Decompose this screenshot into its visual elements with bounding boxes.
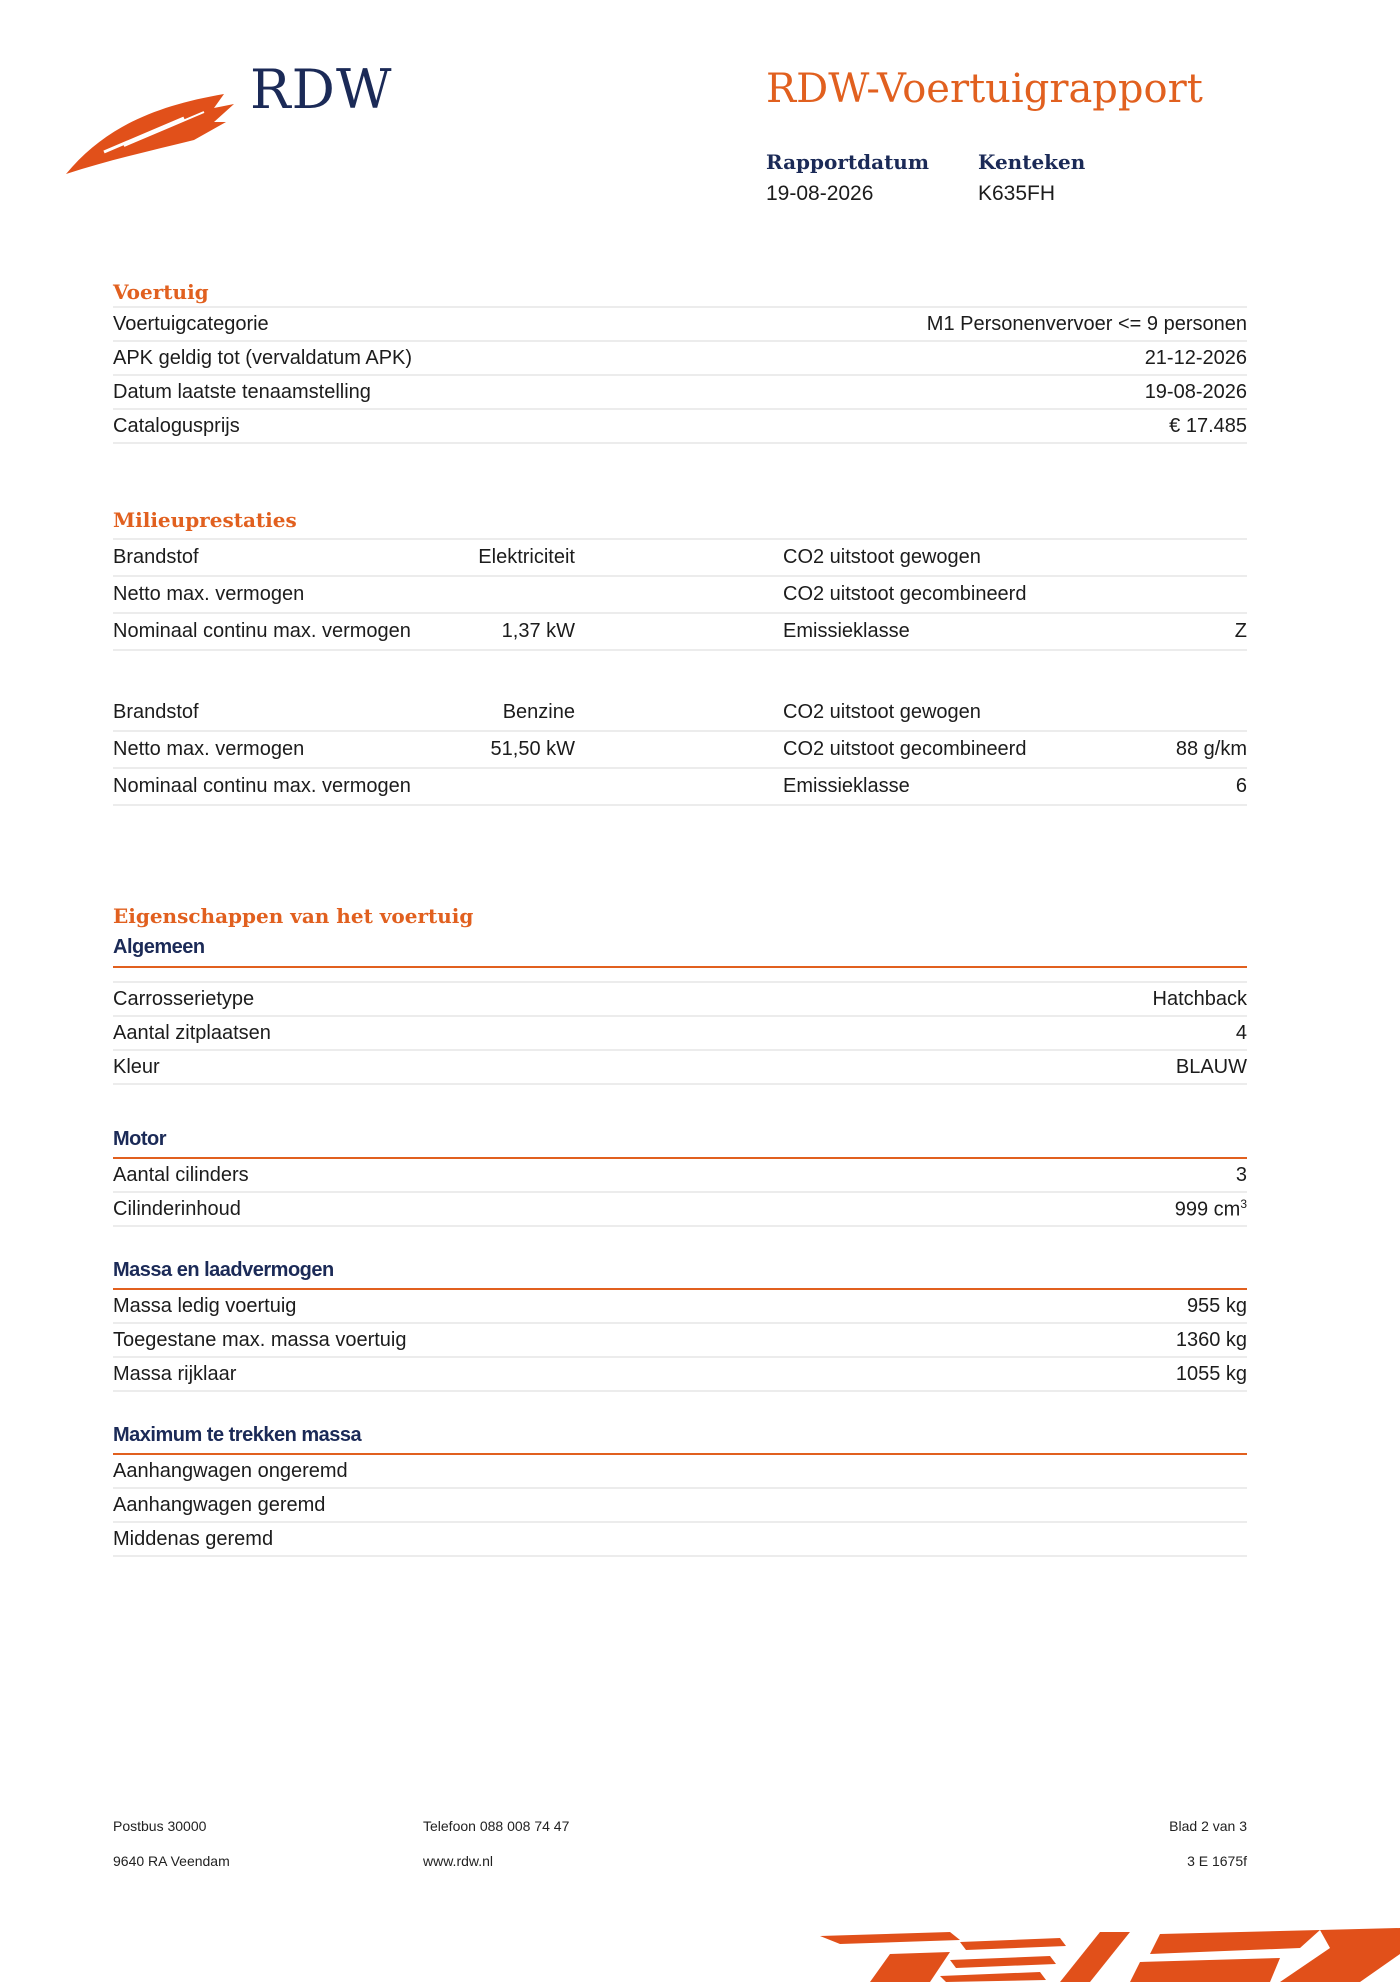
row-label: Catalogusprijs [113, 414, 240, 437]
row-label: Aantal zitplaatsen [113, 1021, 271, 1044]
table-row [113, 1324, 1247, 1358]
row-label: CO2 uitstoot gewogen [783, 701, 981, 723]
unit-superscript: 3 [1240, 1196, 1247, 1211]
row-value: 4 [1235, 1021, 1247, 1044]
row-label: Brandstof [113, 701, 199, 723]
row-label: CO2 uitstoot gewogen [783, 546, 981, 568]
row-value: 21-12-2026 [1144, 346, 1247, 369]
report-title: RDW-Voertuigrapport [766, 66, 1203, 112]
plate-label: Kenteken [978, 150, 1086, 174]
row-value: € 17.485 [1169, 414, 1247, 437]
row-label: Emissieklasse [783, 620, 910, 642]
footer-address-line1: Postbus 30000 [113, 1818, 207, 1834]
row-value: BLAUW [1175, 1055, 1247, 1078]
row-label: Cilinderinhoud [113, 1197, 241, 1220]
row-label: Datum laatste tenaamstelling [113, 380, 371, 403]
row-label: Aantal cilinders [113, 1163, 249, 1186]
table-row [113, 1193, 1247, 1227]
trekken-table [113, 1455, 1247, 1557]
rdw-logo-icon [64, 88, 244, 178]
plate-value: K635FH [978, 182, 1056, 205]
row-label: APK geldig tot (vervaldatum APK) [113, 346, 413, 369]
row-value: 88 g/km [1175, 738, 1247, 760]
subsection-massa-title: Massa en laadvermogen [113, 1259, 334, 1281]
row-label: Toegestane max. massa voertuig [113, 1328, 407, 1351]
table-row [113, 695, 1247, 732]
footer-phone: Telefoon 088 008 74 47 [423, 1818, 570, 1834]
section-divider [113, 966, 1247, 968]
row-label: CO2 uitstoot gecombineerd [783, 583, 1027, 605]
row-value [1175, 1197, 1247, 1222]
row-value: 19-08-2026 [1144, 380, 1247, 403]
table-row [113, 1017, 1247, 1051]
subsection-motor-title: Motor [113, 1128, 167, 1150]
table-row [113, 306, 1247, 342]
row-label: Middenas geremd [113, 1527, 274, 1550]
table-row [113, 732, 1247, 769]
table-row [113, 614, 1247, 651]
report-date-label: Rapportdatum [766, 150, 930, 174]
section-milieu-title: Milieuprestaties [113, 508, 297, 532]
motor-table [113, 1159, 1247, 1227]
table-row [113, 769, 1247, 806]
table-row [113, 577, 1247, 614]
table-row [113, 981, 1247, 1017]
table-row [113, 1159, 1247, 1193]
row-value: 1360 kg [1175, 1328, 1247, 1351]
row-label: Brandstof [113, 546, 199, 568]
row-value: 955 kg [1186, 1294, 1247, 1317]
row-value: Z [1234, 620, 1247, 642]
table-row [113, 538, 1247, 577]
footer-page-number: Blad 2 van 3 [1169, 1818, 1247, 1834]
voertuig-table [113, 306, 1247, 444]
massa-table [113, 1290, 1247, 1392]
row-label: CO2 uitstoot gecombineerd [783, 738, 1027, 760]
row-label: Netto max. vermogen [113, 738, 305, 760]
row-value: Benzine [502, 701, 575, 723]
row-value: 1,37 kW [501, 620, 575, 642]
row-value: 3 [1235, 1163, 1247, 1186]
table-row [113, 1489, 1247, 1523]
row-value: Elektriciteit [478, 546, 575, 568]
row-value: Hatchback [1152, 987, 1247, 1010]
row-label: Netto max. vermogen [113, 583, 305, 605]
report-date-value: 19-08-2026 [766, 182, 874, 205]
row-value: 1055 kg [1175, 1362, 1247, 1385]
row-label: Emissieklasse [783, 775, 910, 797]
table-row [113, 1455, 1247, 1489]
row-label: Aanhangwagen geremd [113, 1493, 326, 1516]
milieu-block-1 [113, 538, 1247, 651]
table-row [113, 410, 1247, 444]
table-row [113, 1290, 1247, 1324]
table-row [113, 342, 1247, 376]
milieu-block-2 [113, 695, 1247, 806]
algemeen-table [113, 981, 1247, 1085]
row-value-text: 999 cm [1174, 1198, 1241, 1221]
table-row [113, 376, 1247, 410]
row-value: M1 Personenvervoer <= 9 personen [926, 312, 1247, 335]
row-value: 6 [1235, 775, 1247, 797]
row-label: Massa ledig voertuig [113, 1294, 297, 1317]
row-value: 51,50 kW [490, 738, 575, 760]
row-label: Carrosserietype [113, 987, 255, 1010]
table-row [113, 1523, 1247, 1557]
footer-document-code: 3 E 1675f [1187, 1853, 1247, 1869]
subsection-trekken-title: Maximum te trekken massa [113, 1424, 362, 1446]
logo-text: RDW [250, 58, 393, 121]
section-voertuig-title: Voertuig [113, 280, 209, 304]
table-row [113, 1051, 1247, 1085]
row-label: Nominaal continu max. vermogen [113, 620, 411, 642]
row-label: Voertuigcategorie [113, 312, 269, 335]
row-label: Kleur [113, 1055, 160, 1078]
footer-address-line2: 9640 RA Veendam [113, 1853, 230, 1869]
row-label: Massa rijklaar [113, 1362, 237, 1385]
table-row [113, 1358, 1247, 1392]
subsection-algemeen-title: Algemeen [113, 936, 205, 958]
footer-website-link[interactable]: www.rdw.nl [423, 1853, 494, 1869]
row-label: Aanhangwagen ongeremd [113, 1459, 348, 1482]
row-label: Nominaal continu max. vermogen [113, 775, 411, 797]
section-eigenschappen-title: Eigenschappen van het voertuig [113, 904, 474, 928]
footer-stripes-decoration [800, 1928, 1400, 1982]
